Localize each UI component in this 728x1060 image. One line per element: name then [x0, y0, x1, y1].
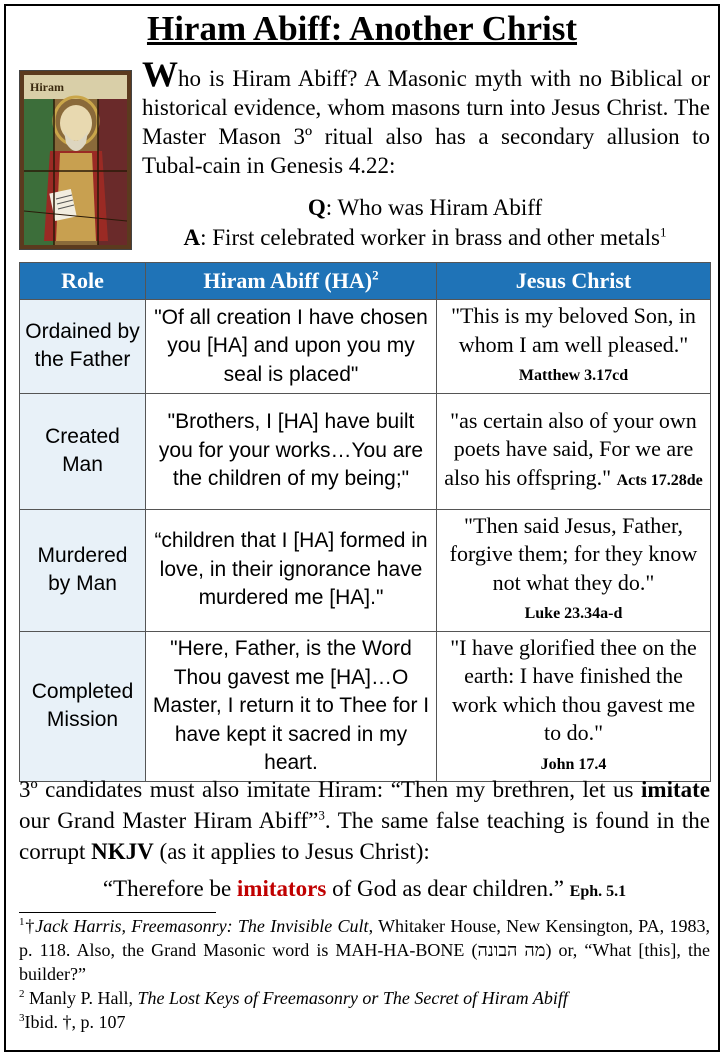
jesus-quote-cell — [437, 300, 711, 394]
hiram-quote-cell: "Brothers, I [HA] have built you for your works…You are the children of my being;" — [146, 393, 437, 509]
table-row — [20, 300, 711, 394]
footnote-3-mark: 3 — [19, 1012, 25, 1024]
footnote-1-text: , Whitaker House, New Kensington, PA, 1983, p. 118. Also, the Grand Masonic word is MAH-HA-BONE (מה הבונה) or, “What [this], the builder?” — [19, 916, 710, 984]
header-hiram-abiff-text: Hiram Abiff (HA) — [203, 268, 373, 293]
footnotes — [19, 914, 710, 1034]
closing-text-3: . The same false teaching is found in the corrupt — [19, 808, 711, 864]
closing-bold-imitate: imitate — [641, 777, 710, 802]
role-cell: Ordained by the Father — [20, 300, 146, 394]
verse-text-2: of God as dear children.” — [326, 876, 564, 901]
header-jesus-christ: Jesus Christ — [437, 263, 711, 300]
role-cell: Murdered by Man — [20, 509, 146, 631]
intro-paragraph — [142, 54, 710, 180]
page-title: Hiram Abiff: Another Christ — [146, 9, 578, 48]
answer-line — [130, 223, 720, 252]
table-row — [20, 393, 711, 509]
closing-text-4: (as it applies to Jesus Christ): — [153, 839, 430, 864]
scripture-reference: Luke 23.34a-d — [524, 605, 623, 622]
footnote-1-dagger: † — [24, 916, 36, 936]
stained-glass-image — [19, 70, 132, 250]
table-row — [20, 631, 711, 782]
footnote-1-title: Jack Harris, Freemasonry: The Invisible Cult — [35, 916, 369, 936]
question-label: Q — [307, 195, 326, 220]
closing-bold-nkjv: NKJV — [91, 839, 154, 864]
verse-quote — [19, 874, 710, 907]
closing-text-2: our Grand Master Hiram Abiff” — [19, 808, 319, 833]
stained-glass-figure-icon — [20, 71, 131, 249]
scripture-reference: John 17.4 — [540, 755, 607, 773]
footnote-2 — [19, 986, 710, 1010]
answer-footnote-mark: 1 — [659, 224, 667, 240]
footnote-3-text: Ibid. †, p. 107 — [24, 1012, 126, 1032]
verse-highlight: imitators — [236, 876, 327, 901]
footnote-2-title: The Lost Keys of Freemasonry or The Secret of Hiram Abiff — [137, 988, 568, 1008]
question-line — [130, 193, 720, 222]
jesus-quote-text: "Then said Jesus, Father, forgive them; for they know not what they do." — [449, 512, 698, 595]
jesus-quote-text: "I have glorified thee on the earth: I have finished the work which thou gavest me to do." — [450, 634, 697, 745]
window-caption: Hiram — [30, 80, 64, 94]
footnote-3 — [19, 1010, 710, 1034]
intro-text: ho is Hiram Abiff? A Masonic myth with no Biblical or historical evidence, whom masons turn into Jesus Christ. The Master Mason 3º ritual also has a secondary allusion to Tubal-cain in Genesis 4.22: — [142, 66, 710, 178]
footnote-2-mark: 2 — [19, 988, 25, 1000]
jesus-quote-cell — [437, 631, 711, 782]
footnote-1-mark: 1 — [19, 916, 25, 928]
closing-paragraph — [19, 774, 710, 867]
answer-text: : First celebrated worker in brass and other metals — [200, 225, 660, 250]
scripture-reference: Acts 17.28de — [616, 471, 703, 489]
header-hiram-abiff — [146, 263, 437, 300]
comparison-table — [19, 262, 711, 782]
header-footnote-mark: 2 — [372, 267, 379, 283]
table-header-row — [20, 263, 711, 300]
drop-cap: W — [142, 54, 178, 94]
hiram-quote-cell: "Of all creation I have chosen you [HA] and upon you my seal is placed" — [146, 300, 437, 394]
jesus-quote-cell — [437, 509, 711, 631]
table-row — [20, 509, 711, 631]
footnote-2-text: Manly P. Hall, — [24, 988, 138, 1008]
verse-reference: Eph. 5.1 — [569, 883, 627, 900]
role-cell: Created Man — [20, 393, 146, 509]
header-role: Role — [20, 263, 146, 300]
hiram-quote-cell: "Here, Father, is the Word Thou gavest me [HA]…O Master, I return it to Thee for I have kept it sacred in my heart. — [146, 631, 437, 782]
footnote-divider — [19, 912, 216, 913]
jesus-quote-text: "as certain also of your own poets have said, For we are also his offspring." — [444, 407, 697, 490]
jesus-quote-cell — [437, 393, 711, 509]
closing-text-1: 3º candidates must also imitate Hiram: “Then my brethren, let us — [19, 777, 642, 802]
question-text: : Who was Hiram Abiff — [325, 195, 543, 220]
hiram-quote-cell: “children that I [HA] formed in love, in their ignorance have murdered me [HA]." — [146, 509, 437, 631]
scripture-reference: Matthew 3.17cd — [518, 367, 629, 384]
closing-footnote-mark: 3 — [318, 807, 325, 823]
role-cell: Completed Mission — [20, 631, 146, 782]
footnote-1 — [19, 914, 710, 986]
jesus-quote-text: "This is my beloved Son, in whom I am well pleased." — [451, 303, 696, 357]
verse-text-1: “Therefore be — [102, 876, 237, 901]
answer-label: A — [183, 225, 201, 250]
